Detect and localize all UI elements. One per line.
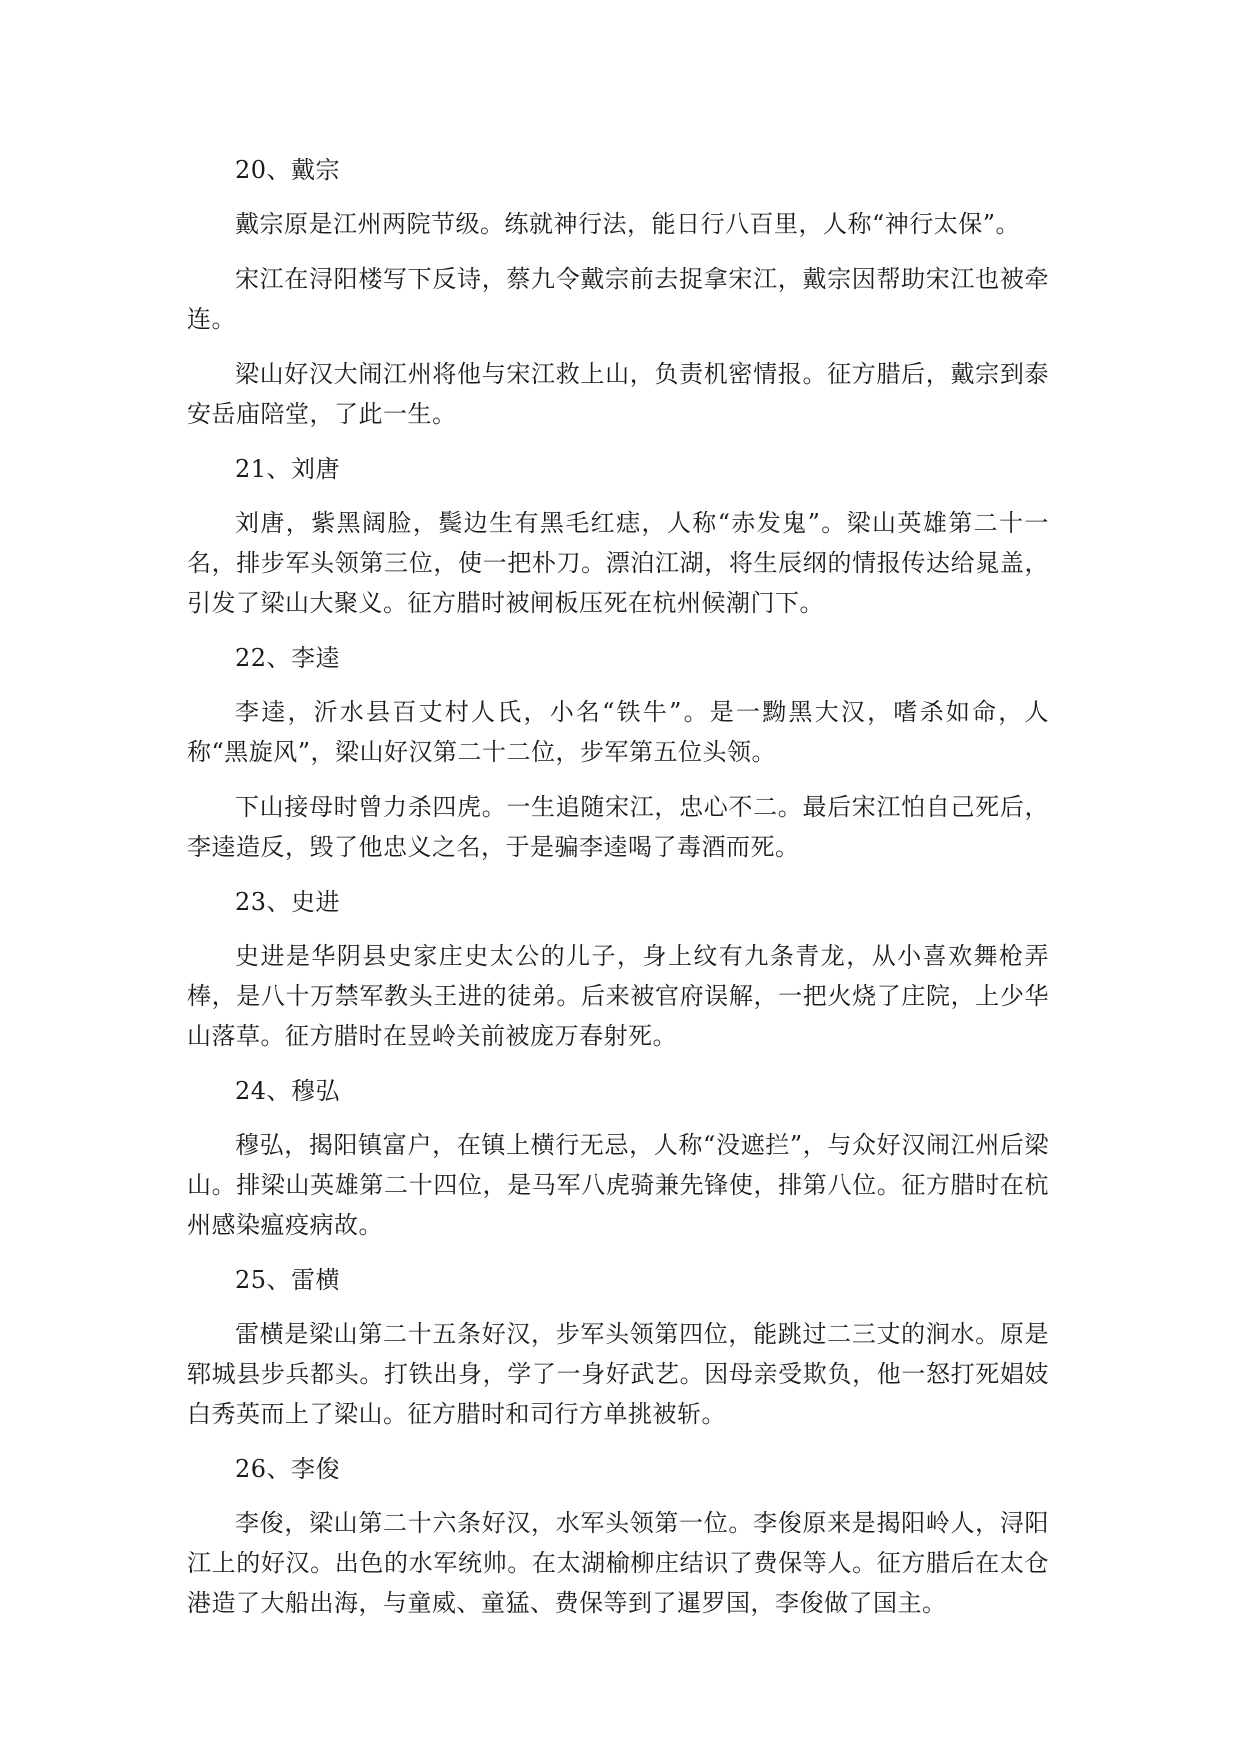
paragraph: 下山接母时曾力杀四虎。一生追随宋江，忠心不二。最后宋江怕自己死后，李逵造反，毁了他忠义之名，于是骗李逵喝了毒酒而死。 — [187, 793, 1049, 861]
section-li-kui — [187, 638, 1049, 867]
section-heading: 23、史进 — [235, 888, 341, 916]
paragraph: 穆弘，揭阳镇富户，在镇上横行无忌，人称“没遮拦”，与众好汉闹江州后梁山。排梁山英雄第二十四位，是马军八虎骑兼先锋使，排第八位。征方腊时在杭州感染瘟疫病故。 — [187, 1131, 1049, 1239]
paragraph: 雷横是梁山第二十五条好汉，步军头领第四位，能跳过二三丈的涧水。原是郓城县步兵都头。打铁出身，学了一身好武艺。因母亲受欺负，他一怒打死娼妓白秀英而上了梁山。征方腊时和司行方单挑被斩。 — [187, 1320, 1049, 1428]
paragraph: 史进是华阴县史家庄史太公的儿子，身上纹有九条青龙，从小喜欢舞枪弄棒，是八十万禁军教头王进的徒弟。后来被官府误解，一把火烧了庄院，上少华山落草。征方腊时在昱岭关前被庞万春射死。 — [187, 942, 1049, 1050]
section-liu-tang — [187, 449, 1049, 623]
section-shi-jin — [187, 882, 1049, 1056]
paragraph: 李俊，梁山第二十六条好汉，水军头领第一位。李俊原来是揭阳岭人，浔阳江上的好汉。出色的水军统帅。在太湖榆柳庄结识了费保等人。征方腊后在太仓港造了大船出海，与童威、童猛、费保等到了暹罗国，李俊做了国主。 — [187, 1509, 1049, 1617]
section-heading: 22、李逵 — [235, 644, 341, 672]
section-li-jun — [187, 1449, 1049, 1623]
section-lei-heng — [187, 1260, 1049, 1434]
paragraph: 宋江在浔阳楼写下反诗，蔡九令戴宗前去捉拿宋江，戴宗因帮助宋江也被牵连。 — [187, 265, 1049, 333]
section-dai-zong — [187, 150, 1049, 434]
paragraph: 李逵，沂水县百丈村人氏，小名“铁牛”。是一黝黑大汉，嗜杀如命，人称“黑旋风”，梁山好汉第二十二位，步军第五位头领。 — [187, 698, 1049, 766]
section-heading: 21、刘唐 — [235, 455, 341, 483]
section-heading: 25、雷横 — [235, 1266, 341, 1294]
section-mu-hong — [187, 1071, 1049, 1245]
section-heading: 20、戴宗 — [235, 156, 341, 184]
paragraph: 刘唐，紫黑阔脸，鬓边生有黑毛红痣，人称“赤发鬼”。梁山英雄第二十一名，排步军头领第三位，使一把朴刀。漂泊江湖，将生辰纲的情报传达给晁盖，引发了梁山大聚义。征方腊时被闸板压死在杭州候潮门下。 — [187, 509, 1049, 617]
paragraph: 梁山好汉大闹江州将他与宋江救上山，负责机密情报。征方腊后，戴宗到泰安岳庙陪堂，了此一生。 — [187, 360, 1049, 428]
document-page — [187, 150, 1049, 1638]
section-heading: 26、李俊 — [235, 1455, 341, 1483]
section-heading: 24、穆弘 — [235, 1077, 341, 1105]
paragraph: 戴宗原是江州两院节级。练就神行法，能日行八百里，人称“神行太保”。 — [235, 210, 1021, 238]
